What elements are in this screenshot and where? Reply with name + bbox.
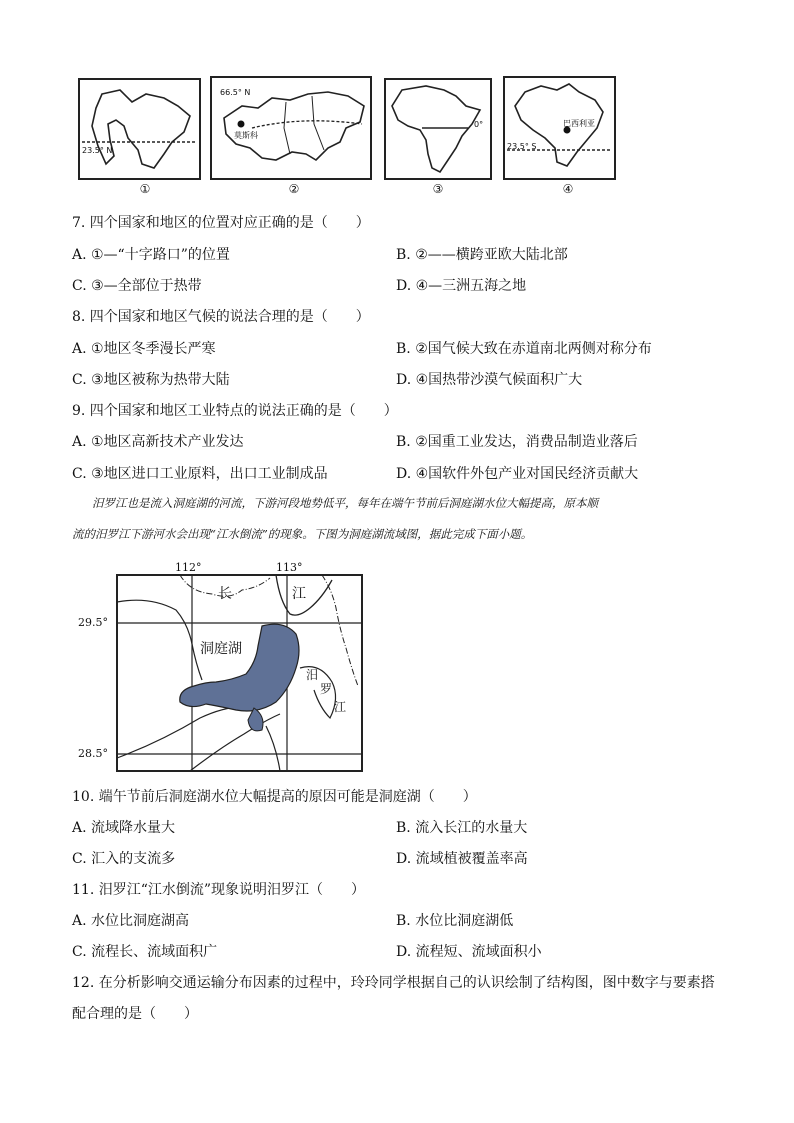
question-11-option-d[interactable]: D. 流程短、流域面积小 [396, 944, 542, 960]
question-10-stem: 10. 端午节前后洞庭湖水位大幅提高的原因可能是洞庭湖（ ） [72, 789, 477, 805]
map-2-outline [224, 92, 364, 160]
question-8-option-b[interactable]: B. ②国气候大致在赤道南北两侧对称分布 [396, 341, 652, 357]
passage-line-1: 汨罗江也是流入洞庭湖的河流，下游河段地势低平，每年在端午节前后洞庭湖水位大幅提高，原本顺 [92, 496, 598, 510]
map-2-lat-label: 66.5° N [220, 88, 251, 97]
question-10-option-d[interactable]: D. 流域植被覆盖率高 [396, 851, 528, 867]
map-1-lat-label: 23.5° N [82, 146, 113, 155]
dongting-lake-label: 洞庭湖 [200, 641, 242, 657]
question-8-option-d[interactable]: D. ④国热带沙漠气候面积广大 [396, 372, 583, 388]
map-3-africa [384, 78, 492, 180]
question-12-stem-line-1: 12. 在分析影响交通运输分布因素的过程中，玲玲同学根据自己的认识绘制了结构图，图中数字与要素搭 [72, 975, 715, 991]
map-2-russia [210, 76, 372, 180]
question-11-option-a[interactable]: A. 水位比洞庭湖高 [72, 913, 190, 929]
river-south-3 [266, 726, 280, 771]
question-7-stem: 7. 四个国家和地区的位置对应正确的是（ ） [72, 215, 370, 231]
map-4-lat-label: 23.5° S [507, 142, 537, 151]
miluo-label-2: 罗 [320, 682, 333, 696]
map-1-outline [92, 90, 190, 168]
passage-line-2: 流的汨罗江下游河水会出现“江水倒流”的现象。下图为洞庭湖流域图，据此完成下面小题。 [72, 527, 533, 541]
question-12-stem-line-2: 配合理的是（ ） [72, 1006, 198, 1022]
question-7-option-a[interactable]: A. ①—“十字路口”的位置 [72, 247, 230, 263]
lon-label-112: 112° [175, 561, 202, 574]
question-9-stem: 9. 四个国家和地区工业特点的说法正确的是（ ） [72, 403, 398, 419]
question-9-option-b[interactable]: B. ②国重工业发达，消费品制造业落后 [396, 434, 638, 450]
passage [72, 488, 722, 550]
map-3-caption: ③ [432, 182, 444, 196]
river-south-2 [190, 714, 280, 771]
lat-label-29-5: 29.5° [78, 616, 108, 629]
moscow-label: 莫斯科 [234, 131, 258, 140]
map-2-lat-line [252, 121, 362, 128]
question-10-option-a[interactable]: A. 流域降水量大 [72, 820, 176, 836]
map-3-outline [392, 86, 480, 172]
river-south-1 [117, 707, 250, 758]
map-3-lat-label: 0° [474, 120, 484, 129]
lat-label-28-5: 28.5° [78, 747, 108, 760]
miluo-label-3: 江 [334, 700, 347, 714]
question-8-stem: 8. 四个国家和地区气候的说法合理的是（ ） [72, 309, 370, 325]
question-11-option-b[interactable]: B. 水位比洞庭湖低 [396, 913, 514, 929]
question-7-option-b[interactable]: B. ②——横跨亚欧大陆北部 [396, 247, 568, 263]
question-9-option-d[interactable]: D. ④国软件外包产业对国民经济贡献大 [396, 466, 639, 482]
map-2-border [284, 96, 324, 154]
lon-label-113: 113° [276, 561, 303, 574]
map-2-caption: ② [288, 182, 300, 196]
map-1-caption: ① [139, 182, 151, 196]
yangtze-label-1: 长 [218, 586, 232, 602]
map-4-caption: ④ [562, 182, 574, 196]
lake-shore-west [117, 600, 202, 680]
yangtze-label-2: 江 [292, 586, 306, 602]
question-8-option-a[interactable]: A. ①地区冬季漫长严寒 [72, 341, 216, 357]
brasilia-label: 巴西利亚 [563, 119, 595, 128]
question-11-stem: 11. 汨罗江“江水倒流”现象说明汨罗江（ ） [72, 882, 366, 898]
dongting-lake-map [70, 558, 370, 778]
moscow-marker [238, 121, 245, 128]
question-9-option-c[interactable]: C. ③地区进口工业原料，出口工业制成品 [72, 466, 328, 482]
miluo-label-1: 汨 [306, 668, 319, 682]
question-10-option-c[interactable]: C. 汇入的支流多 [72, 851, 176, 867]
question-9-option-a[interactable]: A. ①地区高新技术产业发达 [72, 434, 244, 450]
question-7-option-d[interactable]: D. ④—三洲五海之地 [396, 278, 527, 294]
map-4-brazil [503, 76, 616, 180]
question-11-option-c[interactable]: C. 流程长、流域面积广 [72, 944, 218, 960]
map-1-middle-east [78, 78, 201, 180]
question-8-option-c[interactable]: C. ③地区被称为热带大陆 [72, 372, 230, 388]
question-7-option-c[interactable]: C. ③—全部位于热带 [72, 278, 202, 294]
question-10-option-b[interactable]: B. 流入长江的水量大 [396, 820, 528, 836]
